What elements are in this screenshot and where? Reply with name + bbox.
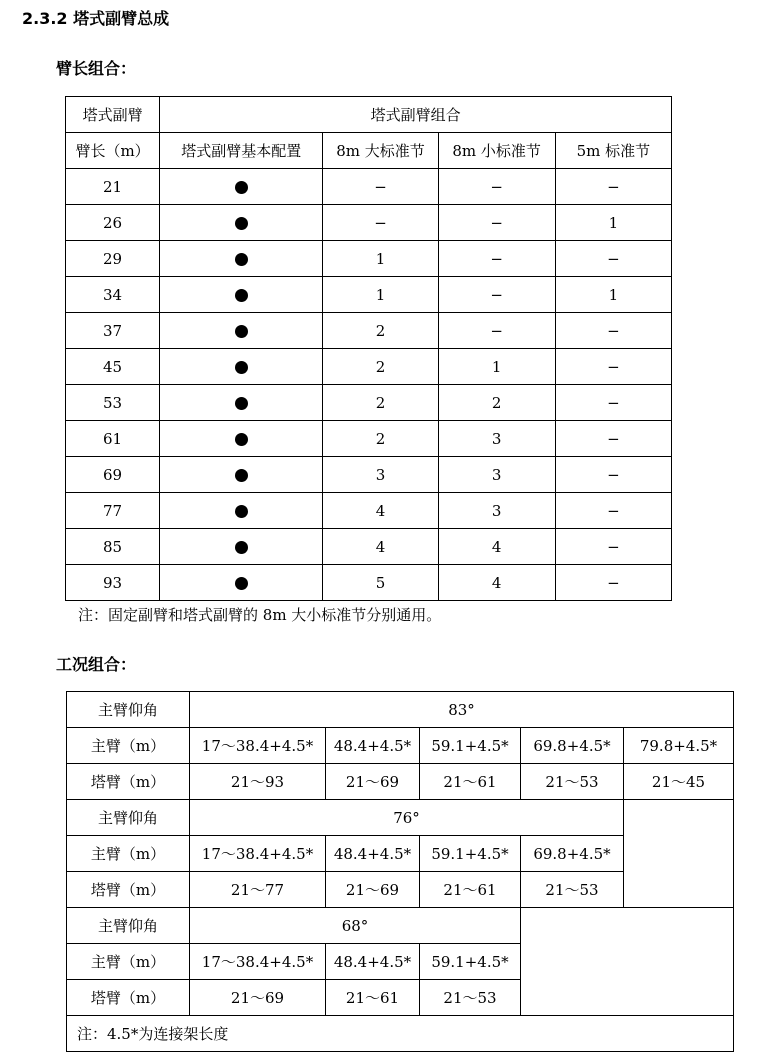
- main-boom-cell: 59.1+4.5*: [420, 728, 521, 764]
- large8-cell: 4: [323, 529, 438, 565]
- boom-combo-table: [65, 96, 672, 601]
- main-boom-cell: 17～38.4+4.5*: [190, 944, 326, 980]
- std5-cell: −: [555, 349, 671, 385]
- table-row: [66, 565, 672, 601]
- std5-cell: −: [555, 457, 671, 493]
- work-combo-heading: 工况组合：: [56, 655, 137, 674]
- basic-config-cell: [160, 241, 323, 277]
- tower-boom-cell: 21～61: [420, 872, 521, 908]
- table-header-row: [66, 97, 672, 133]
- main-boom-cell: 17～38.4+4.5*: [190, 836, 326, 872]
- table-row: [66, 277, 672, 313]
- table-row: [67, 692, 734, 728]
- tower-boom-cell: 21～69: [190, 980, 326, 1016]
- small8-cell: −: [438, 241, 555, 277]
- filled-dot-icon: [235, 505, 248, 518]
- large8-cell: 2: [323, 385, 438, 421]
- large8-cell: 4: [323, 493, 438, 529]
- header-5m: 5m 标准节: [555, 133, 671, 169]
- basic-config-cell: [160, 313, 323, 349]
- main-boom-cell: 17～38.4+4.5*: [190, 728, 326, 764]
- header-length-line2: 臂长（m）: [66, 133, 160, 169]
- work-combo-note: 注：4.5*为连接架长度: [67, 1016, 734, 1052]
- empty-cell: [521, 908, 734, 1016]
- main-boom-label: 主臂（m）: [67, 728, 190, 764]
- table-header-row: [66, 133, 672, 169]
- main-boom-cell: 59.1+4.5*: [420, 836, 521, 872]
- large8-cell: 5: [323, 565, 438, 601]
- table-row: [66, 493, 672, 529]
- basic-config-cell: [160, 493, 323, 529]
- std5-cell: −: [555, 421, 671, 457]
- filled-dot-icon: [235, 217, 248, 230]
- header-length-line1: 塔式副臂: [66, 97, 160, 133]
- angle-value: 83°: [190, 692, 734, 728]
- section-title: 2.3.2 塔式副臂总成: [22, 9, 170, 28]
- large8-cell: 2: [323, 349, 438, 385]
- tower-boom-cell: 21～61: [326, 980, 420, 1016]
- length-cell: 34: [66, 277, 160, 313]
- filled-dot-icon: [235, 469, 248, 482]
- angle-label: 主臂仰角: [67, 692, 190, 728]
- length-cell: 45: [66, 349, 160, 385]
- header-basic-config: 塔式副臂基本配置: [160, 133, 323, 169]
- length-cell: 26: [66, 205, 160, 241]
- tower-boom-cell: 21～69: [326, 764, 420, 800]
- tower-boom-cell: 21～69: [326, 872, 420, 908]
- angle-label: 主臂仰角: [67, 800, 190, 836]
- length-cell: 37: [66, 313, 160, 349]
- length-cell: 61: [66, 421, 160, 457]
- table-row: [66, 313, 672, 349]
- std5-cell: −: [555, 529, 671, 565]
- basic-config-cell: [160, 565, 323, 601]
- main-boom-cell: 48.4+4.5*: [326, 728, 420, 764]
- tower-boom-cell: 21～53: [420, 980, 521, 1016]
- table-row: [67, 1016, 734, 1052]
- table-row: [67, 728, 734, 764]
- main-boom-cell: 69.8+4.5*: [521, 836, 624, 872]
- filled-dot-icon: [235, 577, 248, 590]
- main-boom-cell: 59.1+4.5*: [420, 944, 521, 980]
- small8-cell: −: [438, 277, 555, 313]
- large8-cell: −: [323, 169, 438, 205]
- table-row: [66, 529, 672, 565]
- filled-dot-icon: [235, 253, 248, 266]
- large8-cell: 2: [323, 421, 438, 457]
- std5-cell: −: [555, 565, 671, 601]
- basic-config-cell: [160, 349, 323, 385]
- large8-cell: 1: [323, 277, 438, 313]
- large8-cell: 2: [323, 313, 438, 349]
- boom-combo-heading: 臂长组合：: [56, 59, 137, 78]
- main-boom-label: 主臂（m）: [67, 944, 190, 980]
- large8-cell: 3: [323, 457, 438, 493]
- length-cell: 29: [66, 241, 160, 277]
- basic-config-cell: [160, 277, 323, 313]
- tower-boom-cell: 21～53: [521, 764, 624, 800]
- header-group: 塔式副臂组合: [160, 97, 672, 133]
- filled-dot-icon: [235, 397, 248, 410]
- table-row: [67, 764, 734, 800]
- table-row: [66, 205, 672, 241]
- header-8m-small: 8m 小标准节: [438, 133, 555, 169]
- std5-cell: −: [555, 241, 671, 277]
- large8-cell: 1: [323, 241, 438, 277]
- table-row: [66, 457, 672, 493]
- boom-combo-note: 注：固定副臂和塔式副臂的 8m 大小标准节分别通用。: [78, 606, 442, 624]
- main-boom-cell: 48.4+4.5*: [326, 944, 420, 980]
- filled-dot-icon: [235, 541, 248, 554]
- main-boom-cell: 69.8+4.5*: [521, 728, 624, 764]
- header-8m-large: 8m 大标准节: [323, 133, 438, 169]
- tower-boom-label: 塔臂（m）: [67, 764, 190, 800]
- basic-config-cell: [160, 385, 323, 421]
- table-row: [66, 349, 672, 385]
- filled-dot-icon: [235, 325, 248, 338]
- tower-boom-label: 塔臂（m）: [67, 872, 190, 908]
- filled-dot-icon: [235, 433, 248, 446]
- filled-dot-icon: [235, 289, 248, 302]
- std5-cell: −: [555, 385, 671, 421]
- basic-config-cell: [160, 457, 323, 493]
- table-row: [67, 800, 734, 836]
- main-boom-cell: 79.8+4.5*: [624, 728, 734, 764]
- filled-dot-icon: [235, 361, 248, 374]
- tower-boom-label: 塔臂（m）: [67, 980, 190, 1016]
- work-combo-table: [66, 691, 734, 1052]
- small8-cell: −: [438, 313, 555, 349]
- std5-cell: −: [555, 313, 671, 349]
- table-row: [66, 241, 672, 277]
- angle-value: 76°: [190, 800, 624, 836]
- small8-cell: −: [438, 169, 555, 205]
- tower-boom-cell: 21～45: [624, 764, 734, 800]
- tower-boom-cell: 21～61: [420, 764, 521, 800]
- length-cell: 69: [66, 457, 160, 493]
- small8-cell: 4: [438, 529, 555, 565]
- small8-cell: 3: [438, 493, 555, 529]
- length-cell: 85: [66, 529, 160, 565]
- filled-dot-icon: [235, 181, 248, 194]
- table-row: [66, 385, 672, 421]
- tower-boom-cell: 21～53: [521, 872, 624, 908]
- large8-cell: −: [323, 205, 438, 241]
- table-row: [66, 169, 672, 205]
- angle-value: 68°: [190, 908, 521, 944]
- small8-cell: −: [438, 205, 555, 241]
- basic-config-cell: [160, 421, 323, 457]
- length-cell: 77: [66, 493, 160, 529]
- basic-config-cell: [160, 205, 323, 241]
- tower-boom-cell: 21～93: [190, 764, 326, 800]
- main-boom-label: 主臂（m）: [67, 836, 190, 872]
- std5-cell: 1: [555, 277, 671, 313]
- std5-cell: −: [555, 493, 671, 529]
- std5-cell: −: [555, 169, 671, 205]
- small8-cell: 3: [438, 457, 555, 493]
- basic-config-cell: [160, 529, 323, 565]
- angle-label: 主臂仰角: [67, 908, 190, 944]
- std5-cell: 1: [555, 205, 671, 241]
- length-cell: 21: [66, 169, 160, 205]
- tower-boom-cell: 21～77: [190, 872, 326, 908]
- small8-cell: 4: [438, 565, 555, 601]
- table-row: [66, 421, 672, 457]
- length-cell: 53: [66, 385, 160, 421]
- small8-cell: 2: [438, 385, 555, 421]
- table-row: [67, 908, 734, 944]
- small8-cell: 1: [438, 349, 555, 385]
- basic-config-cell: [160, 169, 323, 205]
- length-cell: 93: [66, 565, 160, 601]
- main-boom-cell: 48.4+4.5*: [326, 836, 420, 872]
- small8-cell: 3: [438, 421, 555, 457]
- empty-cell: [624, 800, 734, 908]
